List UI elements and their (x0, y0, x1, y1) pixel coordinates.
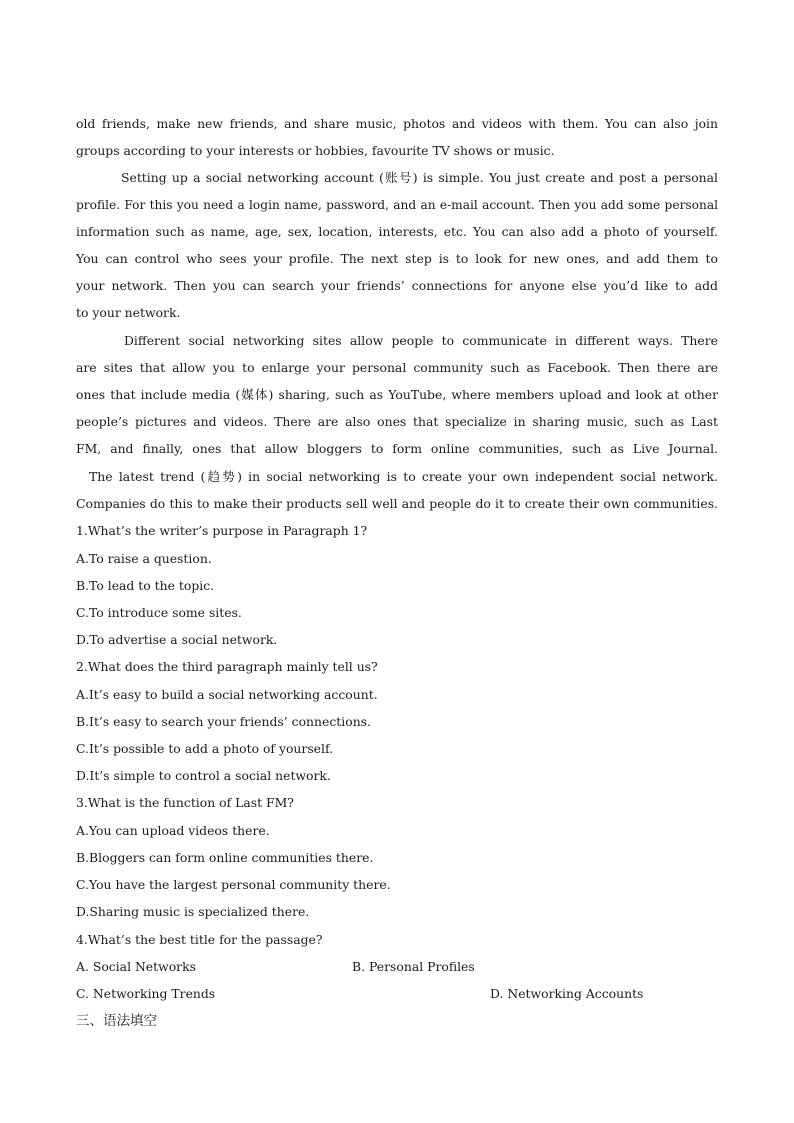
answer-option: A.To raise a question. (76, 551, 212, 566)
section-heading: 三、语法填空 (76, 1013, 157, 1029)
passage-line: You can control who sees your profile. The next step is to look for new ones, and add them to (76, 251, 718, 266)
answer-option: B.To lead to the topic. (76, 578, 215, 593)
answer-option: D.To advertise a social network. (76, 632, 278, 647)
answer-option: A.You can upload videos there. (76, 823, 270, 838)
answer-option: B.It’s easy to search your friends’ connections. (76, 714, 371, 729)
passage-line: people’s pictures and videos. There are also ones that specialize in sharing music, such as Last (76, 414, 718, 429)
passage-line: ones that include media (媒体) sharing, such as YouTube, where members upload and look at other (76, 387, 718, 402)
question-stem: 3.What is the function of Last FM? (76, 795, 294, 810)
answer-option: D.Sharing music is specialized there. (76, 904, 310, 919)
answer-option: C.It’s possible to add a photo of yourself. (76, 741, 334, 756)
passage-line: information such as name, age, sex, location, interests, etc. You can also add a photo of yourself. (76, 224, 718, 239)
answer-option: C.You have the largest personal community there. (76, 877, 391, 892)
passage-line: to your network. (76, 305, 181, 320)
answer-option: C.To introduce some sites. (76, 605, 242, 620)
question-stem: 2.What does the third paragraph mainly tell us? (76, 659, 378, 674)
passage-line: FM, and finally, ones that allow bloggers to form online communities, such as Live Journal. (76, 441, 718, 456)
passage-line: your network. Then you can search your friends’ connections for anyone else you’d like to add (76, 278, 718, 293)
passage-line: old friends, make new friends, and share music, photos and videos with them. You can also join (76, 116, 718, 131)
answer-option: C. Networking Trends (76, 986, 216, 1001)
answer-option: D. Networking Accounts (490, 986, 644, 1001)
answer-option: B.Bloggers can form online communities there. (76, 850, 374, 865)
answer-option: D.It’s simple to control a social network. (76, 768, 331, 783)
passage-line: Setting up a social networking account (账号) is simple. You just create and post a personal (121, 170, 718, 185)
question-stem: 4.What’s the best title for the passage? (76, 932, 323, 947)
answer-option: A. Social Networks (76, 959, 196, 974)
passage-line: profile. For this you need a login name, password, and an e-mail account. Then you add some personal (76, 198, 718, 212)
question-stem: 1.What’s the writer’s purpose in Paragraph 1? (76, 523, 368, 538)
answer-option: B. Personal Profiles (352, 959, 475, 974)
passage-line: are sites that allow you to enlarge your personal community such as Facebook. Then there are (76, 360, 718, 375)
answer-option: A.It’s easy to build a social networking account. (76, 687, 378, 702)
passage-line: Different social networking sites allow people to communicate in different ways. There (124, 333, 718, 348)
passage-line: The latest trend (趋势) in social networking is to create your own independent social network. (89, 469, 718, 484)
passage-line: groups according to your interests or hobbies, favourite TV shows or music. (76, 143, 555, 158)
passage-line: Companies do this to make their products sell well and people do it to create their own communities. (76, 496, 718, 511)
